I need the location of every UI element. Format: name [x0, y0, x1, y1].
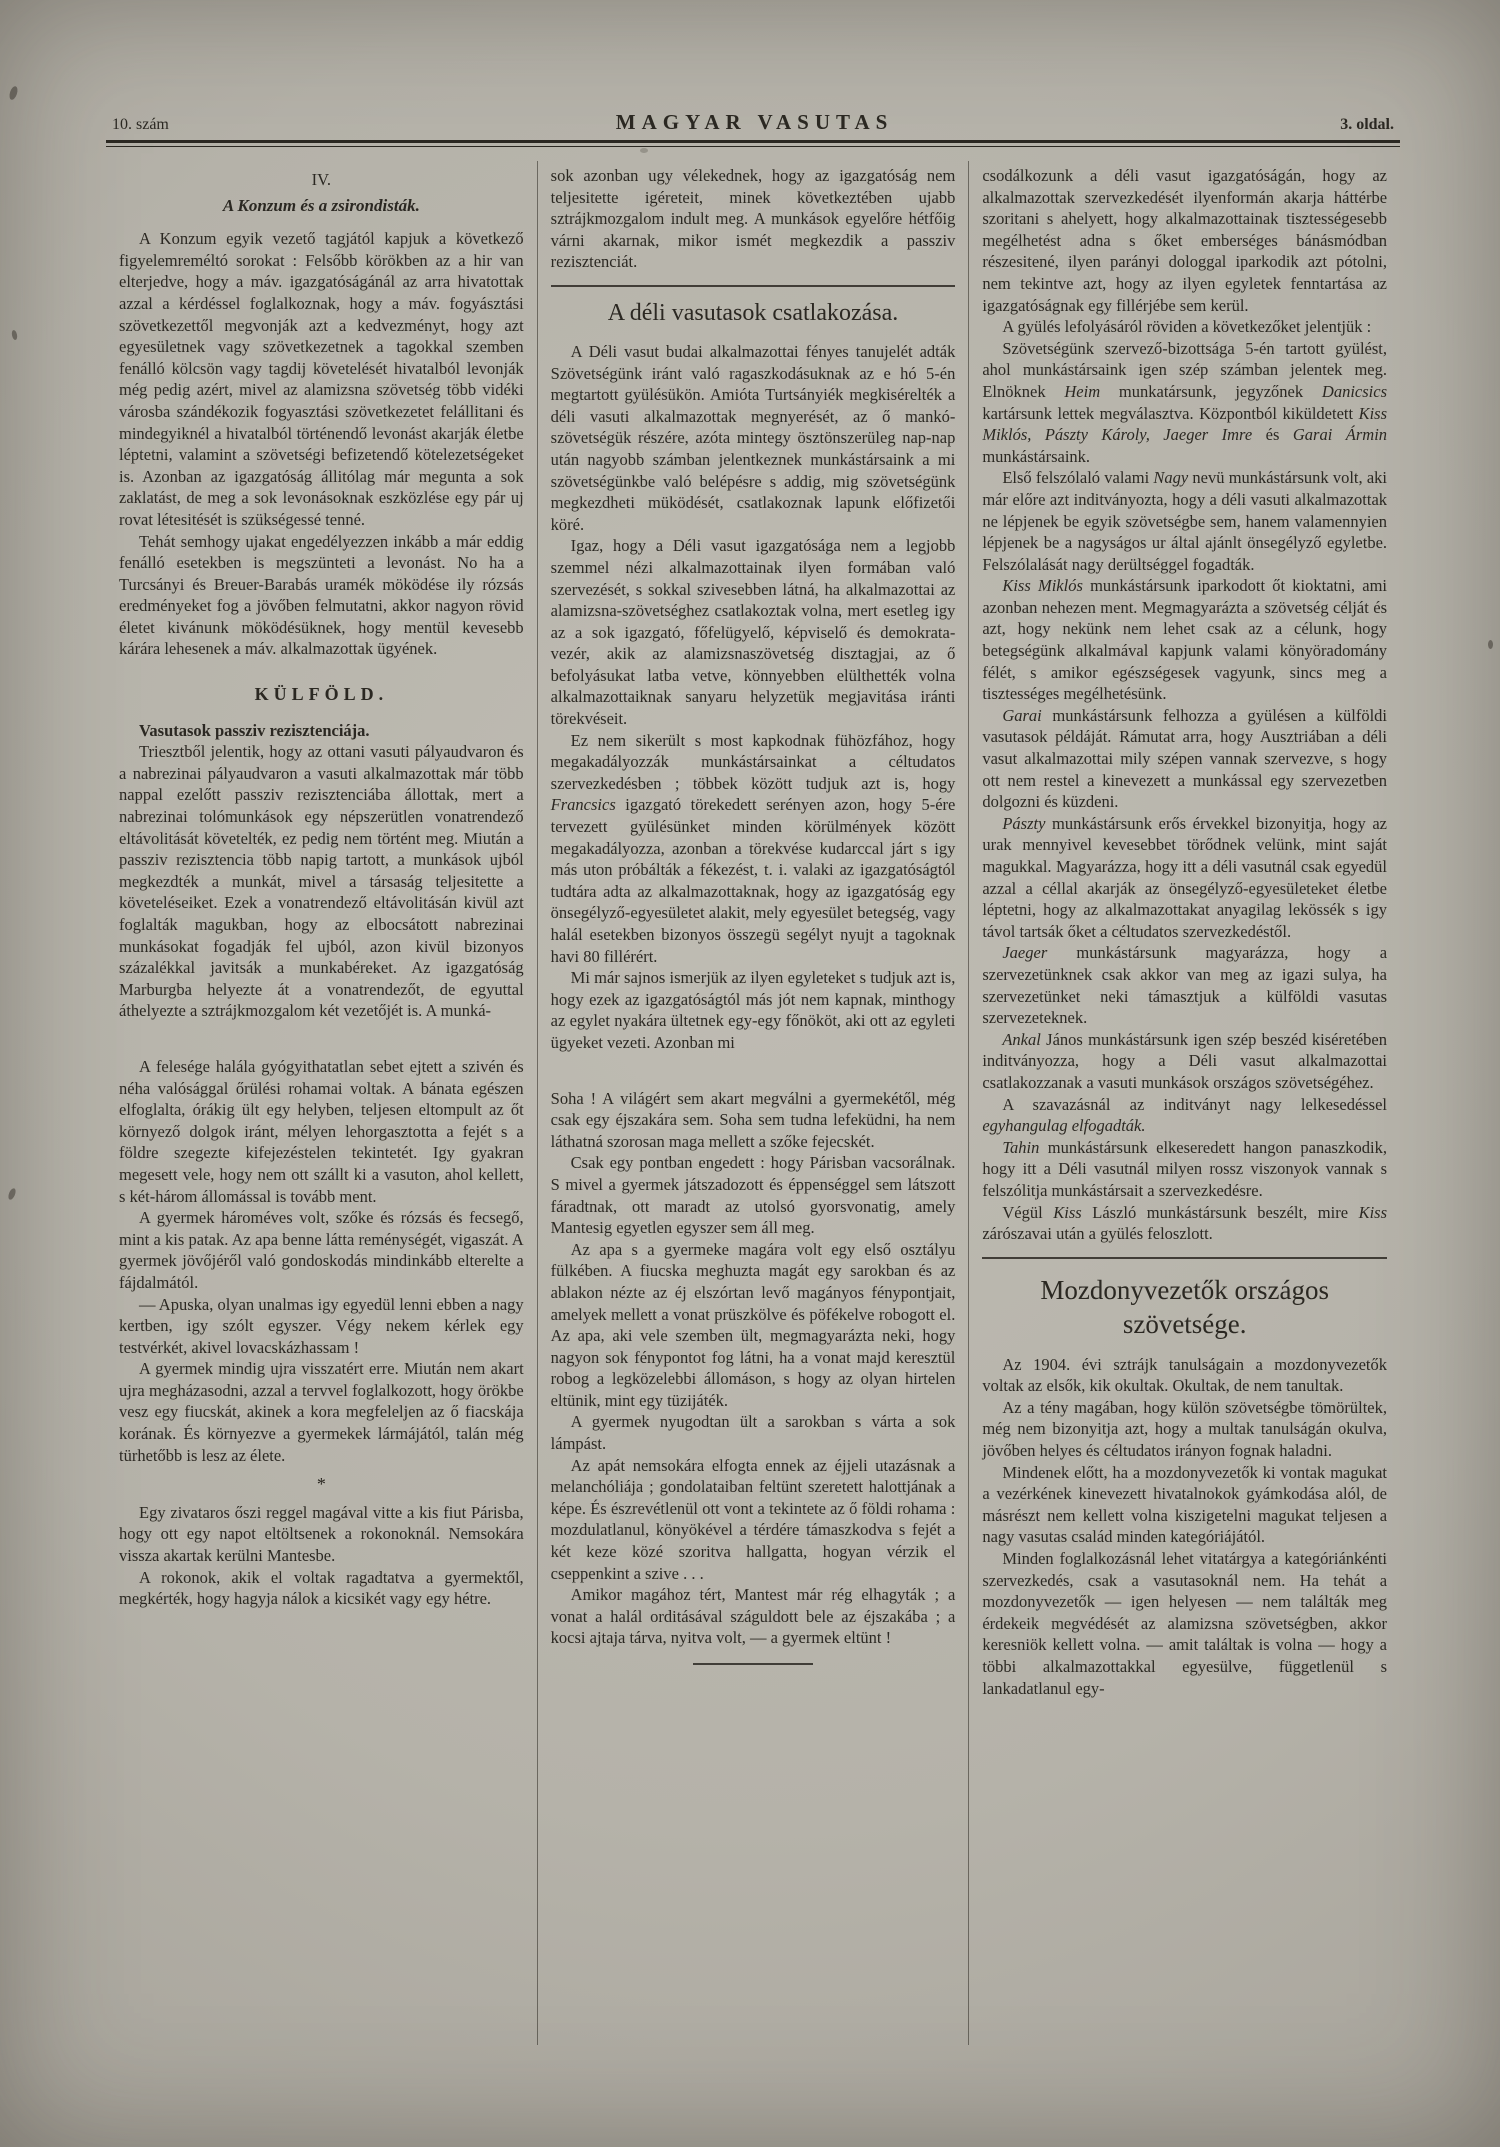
header-rule [106, 140, 1400, 147]
paragraph: Minden foglalkozásnál lehet vitatárgya a kategóriánkénti szervezkedés, csak a vasutasoknál nem. Ha tehát a mozdonyvezetők — igen helyesen — nem találták meg érdekeik megvédését az alamizsna szövetségben, akkor keresniök kellett volna. — amit találtak is volna — hogy a többi alkalmazottakkal egyesülve, függetlenül s lankadatlanul egy- [982, 1549, 1388, 1698]
paragraph: Egy zivataros őszi reggel magával vitte a kis fiut Párisba, hogy ott egy napot eltöltsenek a rokonoknál. Nemsokára vissza akartak kerülni Mantesbe. [119, 1502, 524, 1566]
paragraph: A felesége halála gyógyithatatlan sebet ejtett a szivén és néha valósággal őrülési rohamai voltak. A bánata egészen elfoglalta, órákig ült egy helyben, teljesen eltompult az őt környező dolgok iránt, mélyen lehorgasztotta a fejét s a földre szegezte kifejezéstelen tekintetét. Igy gyakran megesett vele, hogy nem ott szállt ki a vasuton, ahol kellett, s két-három állomással is tovább ment. [119, 1056, 524, 1206]
scan-artifact [11, 330, 18, 341]
page-content [106, 110, 1400, 2045]
paragraph: A Déli vasut budai alkalmazottai fényes tanujelét adták Szövetségünk iránt való ragaszkodásuknak az e hó 5-én megtartott gyülésükön. Amióta Turtsányiék megkisérelték a déli vasuti alkalmazottak megnyerését, az ő mankó-szövetségük részére, azóta mintegy ösztönszerüleg nap-nap után nagyobb számban jelentkeznek munkástársaink a mi szövetségünkbe való belépésre s addig, mig szövetségünk megkezdheti müködését, csatlakoznak lapunk előfizetői köré. [550, 341, 956, 534]
article-number: IV. [311, 170, 332, 189]
masthead-title: MAGYAR VASUTAS [615, 110, 894, 134]
article-headline: A déli vasutasok csatlakozása. [607, 299, 899, 326]
section-title: KÜLFÖLD. [254, 684, 389, 705]
paragraph: A szavazásnál az inditványt nagy lelkesedéssel egyhangulag elfogadták. [982, 1094, 1388, 1136]
section-gap [551, 1054, 956, 1088]
section-gap [119, 1022, 524, 1056]
paragraph: Triesztből jelentik, hogy az ottani vasuti pályaudvaron és a nabrezinai pályaudvaron a vasuti alkalmazottak már több nappal ezelőtt passziv rezisztenciába állottak, mert a nabrezinai tolómunkások egy népszerütlen vonatrendező eltávolitását követelték, ez pedig nem történt meg. Miután a passziv rezisztencia több napig tartott, a munkások ujból megkezdték a munkát, mivel a társaság teljesitette a követeléseiket. Ezek a vonatrendező eltávolitásán kivül azt foglalták magukban, hogy az elbocsátott nabrezinai munkásokat fogadják fel ujból, azon kivül bizonyos százalékkal javitsák a munkabéreket. Az igazgatóság Marburgba helyezte át a vonatrendezőt, de egyuttal áthelyezte a sztrájkmozgalom két vezetőjét is. A munká- [119, 742, 524, 1021]
paragraph: A gyermek nyugodtan ült a sarokban s várta a sok lámpást. [550, 1412, 956, 1454]
paragraph: Az apát nemsokára elfogta ennek az éjjeli utazásnak a melanchóliája ; gondolataiban feltünt szeretett halottjának a képe. És észrevétlenül ott vont a tekintete az ő földi rohama : mozdulatlanul, könyökével a térdére támaszkodva s fejét a két keze közé szoritva hallgatta, hogyan vérzik el cseppenkint a szive . . . [550, 1455, 956, 1583]
article-headline: Mozdonyvezetők országos szövetsége. [1040, 1274, 1330, 1339]
column-2 [537, 161, 969, 2045]
paragraph: csodálkozunk a déli vasut igazgatóságán, hogy az alkalmazottak szervezkedését ilyenformán akarja háttérbe szoritani s ahelyett, hogy alkalmazottainak tisztességesebb megélhetést adna s őket emberséges bánásmódban részesitené, ilyen parányi dologgal iparkodik azt pótolni, nem tekintve azt, hogy az ilyen egyletek fenntartása az igazgatóságnak egy fillérjébe sem kerül. [982, 166, 1388, 315]
columns [106, 161, 1400, 2045]
paragraph: Az a tény magában, hogy külön szövetségbe tömörültek, még nem bizonyitja azt, hogy a multak tanulságán okulva, jövőben helyes és céltudatos irányon fognak haladni. [982, 1397, 1388, 1461]
paragraph: Kiss Miklós munkástársunk iparkodott őt kioktatni, ami azonban nehezen ment. Megmagyarázta a szövetség célját és azt, hogy nekünk nem lehet csak az a célunk, hogy betegségünk alkalmával kapjunk valami könyöradomány félét, s amikor egészségesek vagyunk, sincs meg a tisztességes megélhetésünk. [982, 576, 1388, 704]
column-1 [106, 161, 537, 2045]
paragraph: A gyermek hároméves volt, szőke és rózsás és fecsegő, mint a kis patak. Az apa benne látta reménységét, vigaszát. A gyermek jövőjéről való gondoskodás mindinkább elterelte a fájdalmától. [119, 1208, 524, 1292]
section-rule [551, 285, 956, 287]
paragraph: Amikor magához tért, Mantest már rég elhagyták ; a vonat a halál orditásával száguldott bele az éjszakába ; a kocsi ajtaja tárva, nyitva volt, — a gyermek eltünt ! [550, 1585, 956, 1648]
paragraph: Tahin munkástársunk elkeseredett hangon panaszkodik, hogy itt a Déli vasutnál milyen rossz viszonyok vannak s felszólitja munkástársait a szervezkedésre. [982, 1137, 1388, 1200]
issue-number: 10. szám [112, 116, 169, 133]
page-header [106, 110, 1400, 135]
scan-artifact [1488, 640, 1493, 649]
paragraph: Az apa s a gyermeke magára volt egy első osztályu fülkében. A fiucska meghuzta magát egy sarokban és az ablakon nézte az éj elszórtan levő magányos fénypontjait, amelyek mellett a vonat prüszkölve és pöfékelve robogott el. Az apa, aki vele szemben ült, megmagyarázta neki, hogy nagyon sok fénypontot fog látni, ha a vonat majd keresztül robog a legközelebbi állomáson, s hogy az olyan hirtelen eltünik, mint egy tüzijáték. [550, 1239, 956, 1410]
paragraph: Mindenek előtt, ha a mozdonyvezetők ki vontak magukat a vezérkének kinevezett hivatalnokok gyámkodása alól, de másrészt nem kellett volna kiszigetelni magukat teljesen a nagy vasutas család minden kategóriájától. [982, 1462, 1388, 1547]
section-rule [982, 1257, 1387, 1259]
scan-artifact [7, 1187, 17, 1200]
paragraph: A gyermek mindig ujra visszatért erre. Miután nem akart ujra megházasodni, azzal a tervvel foglalkozott, hogy örökbe vesz egy fiucskát, akinek a kora megfeleljen az ő fiacskája korának. És környezve a gyermekek lármájától, talán még türhetőbb is lesz az élete. [119, 1359, 524, 1465]
column-3 [968, 161, 1400, 2045]
article-subtitle: Vasutasok passziv rezisztenciája. [139, 720, 370, 740]
paragraph: Igaz, hogy a Déli vasut igazgatósága nem a legjobb szemmel nézi alkalmazottainak ilyen formában való szervezését, s sokkal szivesebben látná, ha alkalmazottai az alamizsna-szövetséghez csatlakoztak volna, mert esetleg igy az a sok igazgató, főfelügyelő, képviselő és demokrata-vezér, akik az alamizsnaszövetség disztagjai, az ő befolyásukat latba vetve, könnyebben elülthették volna alkalmazottaiknak sanyaru helyzetük megjavitása iránti törekvéseit. [550, 536, 956, 729]
page-number: 3. oldal. [1340, 116, 1394, 133]
paragraph: Garai munkástársunk felhozza a gyülésen a külföldi vasutasok példáját. Rámutat arra, hogy Ausztriában a déli vasut alkalmazottai mily szépen vannak szervezve, s hogy ott nem restel a kinevezett a munkással egy szervezetben dolgozni és küzdeni. [982, 705, 1388, 812]
article-title: A Konzum és a zsirondisták. [222, 195, 420, 215]
paragraph: A Konzum egyik vezető tagjától kapjuk a következő figyelemreméltó sorokat : Felsőbb körökben az a hir van elterjedve, hogy a máv. igazgatóságánál az arra hivatottak azzal a kérdéssel foglalkoznak, hogy a máv. fogyásztási szövetkezettől megvonják azt a kedvezményt, hogy azt egyesületnek vagy szövetkezetnek a tagokkal szemben fenálló kölcsön vagy tagdij követelését hivatalból levonják még pedig azért, mivel az alamizsna szövetség több vidéki városba szándékozik fogyasztási szövetkezetet felállitani és mindegyiknél a hivatalból történendő levonást akarják életbe léptetni, valamint a szövetségi befizetendő kötelezetségeket is. Azonban az igazgatóság állitólag már megunta a sok zaklatást, de meg a sok levonásoknak eszközlése egy pár uj rovat létesitését is szükségessé tenné. [119, 229, 524, 529]
asterisk-separator: * [316, 1474, 326, 1495]
scan-artifact [8, 85, 19, 100]
paragraph: A gyülés lefolyásáról röviden a következőket jelentjük : [1002, 317, 1372, 337]
paragraph: Végül Kiss László munkástársunk beszélt, mire Kiss zárószavai után a gyülés feloszlott. [982, 1202, 1388, 1244]
paragraph: Csak egy pontban engedett : hogy Párisban vacsorálnak. S mivel a gyermek játszadozott és éppenséggel sem látszott fáradtnak, ott maradt az utolsó gyorsvonatig, amely Mantesig egyetlen egyszer sem áll meg. [550, 1153, 956, 1238]
paragraph: Mi már sajnos ismerjük az ilyen egyleteket s tudjuk azt is, hogy ezek az igazgatóságtól más jót nem kapnak, minthogy az egylet nyakára ültetnek egy-egy főnököt, aki ott az egyleti ügyeket vezeti. Azonban mi [550, 968, 956, 1052]
paragraph: Szövetségünk szervező-bizottsága 5-én tartott gyülést, ahol munkástársaink igen szép számban jelentek meg. Elnöknek Heim munkatársunk, jegyzőnek Danicsics kartársunk lettek megválasztva. Központból kiküldetett Kiss Miklós, Pászty Károly, Jaeger Imre és Garai Ármin munkástársaink. [982, 338, 1388, 466]
paragraph: Ez nem sikerült s most kapkodnak fühözfához, hogy megakadályozzák munkástársainkat a céltudatos szervezkedésben ; többek között tudjuk azt is, hogy Francsics igazgató törekedett serényen azon, hogy 5-ére tervezett gyülésünket minden körülmények között megakadályozza, azonban a törekvése kudarccal járt s igy más uton próbálták a fékezést, t. i. valaki az igazgatóságtól tudtára adta az alkalmazottaknak, hogy az igazgatóság egy önsegélyző-egyesületet alakit, mely egyesület betegség, vagy halál esetekben bizonyos összegü segélyt nyujt a tagoknak havi 80 fillérért. [550, 730, 956, 966]
paragraph: Pászty munkástársunk erős érvekkel bizonyitja, hogy az urak mennyivel kevesebbet törődnek velünk, mint saját magukkal. Magyarázza, hogy itt a déli vasutnál csak egyedül azzal a céllal akarják az önsegélyző-egyesületeket életbe léptetni, hogy az alkalmazottakat anyagilag lekössék s igy távol tartsák őket a céltudatos szervezkedéstől. [982, 813, 1388, 941]
paragraph: Az 1904. évi sztrájk tanulságain a mozdonyvezetők voltak az elsők, kik okultak. Okultak, de nem tanultak. [982, 1354, 1388, 1396]
paragraph: Soha ! A világért sem akart megválni a gyermekétől, még csak egy éjszakára sem. Soha sem tudna lefeküdni, ha nem láthatná szorosan maga mellett a szőke fejecskét. [550, 1088, 956, 1151]
paragraph: Jaeger munkástársunk magyarázza, hogy a szervezetünknek csak akkor van meg az igazi sulya, ha szervezetünket neki támasztjuk a külföldi vasutas szervezeteknek. [982, 943, 1388, 1028]
end-rule [693, 1663, 813, 1665]
paragraph: Első felszólaló valami Nagy nevü munkástársunk volt, aki már előre azt inditványozta, hogy a déli vasuti alkalmazottak ne lépjenek be egyik szövetségbe sem, hanem valamennyien lépjenek be a nagyságos ur által ajánlt önsegélyző egyletbe. Felszólalását nagy derültséggel fogadták. [982, 468, 1388, 574]
paragraph: A rokonok, akik el voltak ragadtatva a gyermektől, megkérték, hogy hagyja nálok a kicsikét vagy egy hétre. [119, 1567, 524, 1609]
paragraph: — Apuska, olyan unalmas igy egyedül lenni ebben a nagy kertben, igy szólt egyszer. Végy nekem kérlek egy testvérkét, akivel lovacskázhassam ! [119, 1294, 524, 1357]
paragraph: Tehát semhogy ujakat engedélyezzen inkább a már eddig fenálló esetekben is megszünteti a levonást. No ha a Turcsányi és Breuer-Barabás uramék möködése ily rózsás eredményeket fog a jövőben felmutatni, akkor nagyon rövid életet kivánunk möködésüknek, hogy mentül kevesebb kárára lehesenek a máv. alkalmazottak ügyének. [119, 531, 524, 659]
paragraph: sok azonban ugy vélekednek, hogy az igazgatóság nem teljesitette igéreteit, minek következtében ujabb sztrájkmozgalom indult meg. A munkások egyelőre hétfőig várni akarnak, mikor ismét megkezdik a passziv rezisztenciát. [550, 166, 956, 272]
paragraph: Ankal János munkástársunk igen szép beszéd kiséretében inditványozza, hogy a Déli vasut alkalmazottai csatlakozzanak a vasuti munkások országos szövetségéhez. [982, 1029, 1388, 1092]
